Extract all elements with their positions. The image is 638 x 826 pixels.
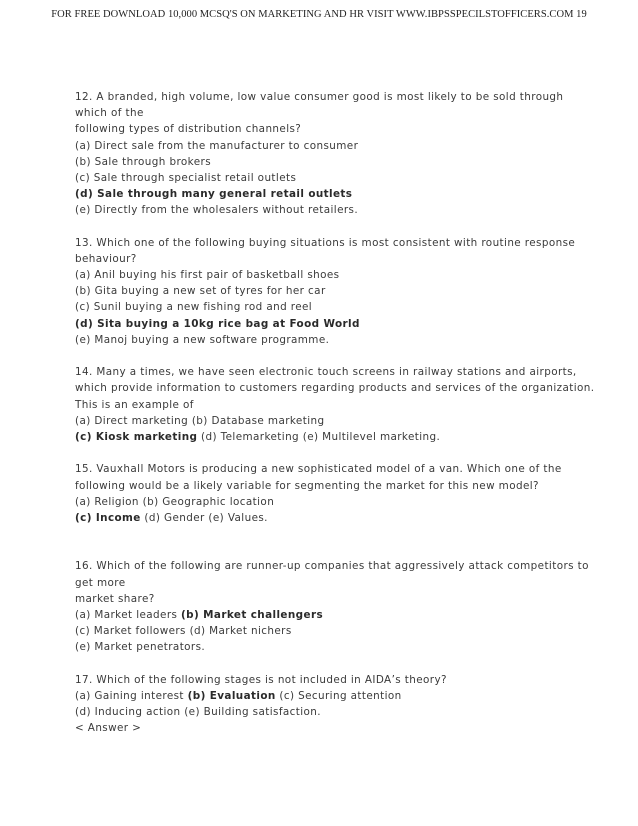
question-text: which of the [75, 107, 144, 120]
option-e: (e) Directly from the wholesalers without retailers. [75, 204, 359, 217]
option-a: (a) Direct sale from the manufacturer to consumer [75, 139, 359, 152]
question-text: 13. Which one of the following buying situations is most consistent with routine response [75, 236, 576, 249]
question-text: 12. A branded, high volume, low value consumer good is most likely to be sold through [75, 91, 564, 103]
option-c: (c) Securing attention [275, 689, 402, 702]
option-a: (a) Gaining interest [75, 689, 188, 702]
correct-answer-text: (d) Sale through many general retail outlets [75, 188, 353, 201]
page-header: FOR FREE DOWNLOAD 10,000 MCSQ'S ON MARKETING AND HR VISIT WWW.IBPSSPECILSTOFFICERS.COM 19 [51, 9, 587, 20]
correct-answer [75, 316, 595, 332]
question-text: 16. Which of the following are runner-up companies that aggressively attack competitors to [75, 560, 589, 573]
question-text: 14. Many a times, we have seen electronic touch screens in railway stations and airports, [75, 366, 577, 379]
question-text: following would be a likely variable for segmenting the market for this new model? [75, 479, 539, 492]
option-a: (a) Anil buying his first pair of basketball shoes [75, 269, 340, 282]
option-b: (b) Gita buying a new set of tyres for her car [75, 285, 326, 298]
question-text: following types of distribution channels? [75, 123, 302, 136]
option-c: (c) Sale through specialist retail outlets [75, 171, 297, 184]
question-13 [75, 235, 595, 348]
question-17 [75, 672, 595, 737]
options-de: (d) Telemarketing (e) Multilevel marketing. [197, 430, 441, 443]
correct-answer-text: (c) Kiosk marketing [75, 430, 198, 443]
question-text: 15. Vauxhall Motors is producing a new sophisticated model of a van. Which one of the [75, 463, 562, 476]
question-text: which provide information to customers regarding products and services of the organization. [75, 382, 595, 395]
question-text: 17. Which of the following stages is not included in AIDA’s theory? [75, 673, 447, 686]
correct-answer-text: (b) Evaluation [187, 689, 276, 702]
correct-answer [75, 186, 595, 202]
options-cde [75, 510, 595, 526]
question-text: This is an example of [75, 398, 194, 411]
options-cd: (c) Market followers (d) Market nichers [75, 625, 292, 638]
question-text: market share? [75, 592, 155, 605]
options-de: (d) Inducing action (e) Building satisfaction. [75, 706, 321, 719]
question-12 [75, 89, 595, 219]
correct-answer-text: (d) Sita buying a 10kg rice bag at Food World [75, 317, 360, 330]
options-ab: (a) Religion (b) Geographic location [75, 495, 275, 508]
option-b: (b) Sale through brokers [75, 155, 212, 168]
question-list [75, 89, 595, 737]
question-text: behaviour? [75, 252, 137, 265]
correct-answer-text: (c) Income [75, 511, 141, 524]
correct-answer-text: (b) Market challengers [181, 609, 324, 622]
option-e: (e) Market penetrators. [75, 641, 206, 654]
options-ab [75, 607, 595, 623]
option-a: (a) Market leaders [75, 609, 182, 622]
options-de: (d) Gender (e) Values. [140, 511, 268, 524]
option-c: (c) Sunil buying a new fishing rod and reel [75, 301, 313, 314]
question-14 [75, 364, 595, 445]
options-ab: (a) Direct marketing (b) Database marketing [75, 414, 325, 427]
options-cde [75, 429, 595, 445]
question-15 [75, 461, 595, 526]
question-16 [75, 558, 595, 655]
options-abc [75, 688, 595, 704]
answer-link[interactable]: < Answer > [75, 722, 142, 735]
option-e: (e) Manoj buying a new software programme. [75, 333, 330, 346]
question-text: get more [75, 576, 126, 589]
